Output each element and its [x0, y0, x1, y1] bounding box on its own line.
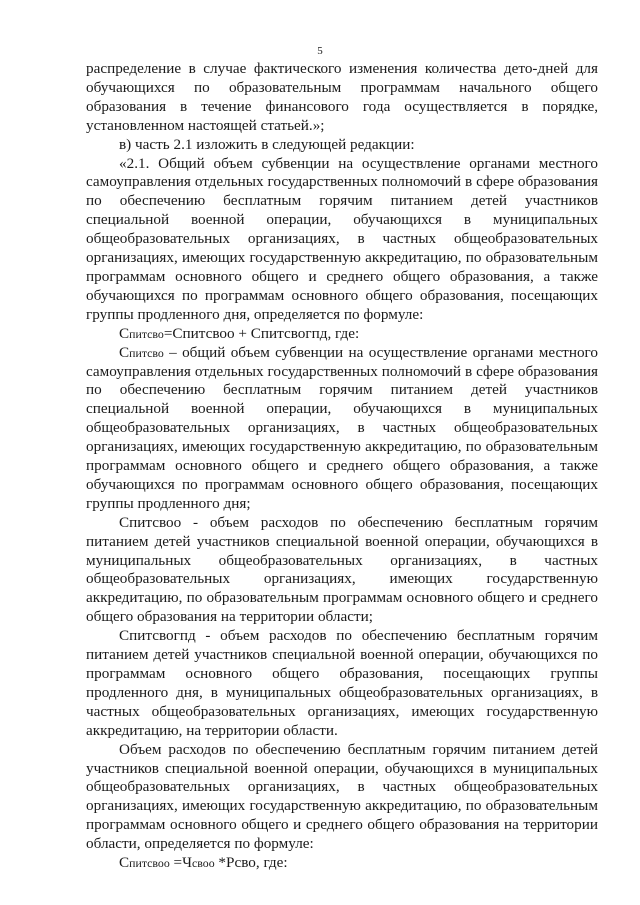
formula2-lhs-subscript: питсвоо — [129, 856, 170, 871]
paragraph-continuation: распределение в случае фактического изменения количества дето-дней для обучающихся по образовательным программам начального общего образования в течение финансового года осуществляется в порядке, установленном настоящей статьей.»; — [86, 60, 598, 134]
formula2-tail: *Рсво, где: — [214, 854, 288, 872]
definition-term: С — [119, 343, 130, 361]
formula-lhs-subscript: питсво — [129, 326, 164, 341]
definition-basic-secondary: Спитсвоо - объем расходов по обеспечению бесплатным горячим питанием детей участников специальной военной операции, обучающихся в муниципальных общеобразовательных организациях, в частных общеобразовательных организациях, имеющих государственную аккредитацию, по образовательным программам основного общего и среднего общего образования на территории области; — [86, 513, 598, 626]
paragraph-part-2-1: «2.1. Общий объем субвенции на осуществление органами местного самоуправления отдельных государственных полномочий в сфере образования по обеспечению бесплатным горячим питанием детей участников специальной военной операции, обучающихся в муниципальных общеобразовательных организациях, в частных общеобразовательных организациях, имеющих государственную аккредитацию, по образовательным программам основного общего и среднего общего образования, а также обучающихся по программам основного общего образования, посещающих группы продленного дня, определяется по формуле: — [86, 154, 598, 323]
formula-rhs: =Спитсвоо + Спитсвогпд, где: — [163, 324, 360, 342]
definition-extended-day: Спитсвогпд - объем расходов по обеспечению бесплатным горячим питанием детей участников специальной военной операции, обучающихся по программам основного общего образования, посещающих группы продленного дня, в муниципальных общеобразовательных организациях, в частных общеобразовательных организациях, имеющих государственную аккредитацию, на территории области. — [86, 627, 598, 739]
formula2-count-subscript: своо — [192, 856, 215, 871]
paragraph-amendment-c: в) часть 2.1 изложить в следующей редакции: — [119, 135, 415, 153]
formula-total-subvention — [86, 325, 598, 344]
formula2-lhs: С — [119, 854, 130, 872]
formula2-count: Ч — [182, 854, 192, 872]
definition-total-subvention — [86, 344, 598, 514]
formula-expense-volume — [86, 854, 598, 873]
definition-text: – общий объем субвенции на осуществление органами местного самоуправления отдельных государственных полномочий в сфере образования по обеспечению бесплатным горячим питанием детей участников специальной военной операции, обучающихся в муниципальных общеобразовательных организациях, в частных общеобразовательных организациях, имеющих государственную аккредитацию, по образовательным программам основного общего и среднего общего образования, а также обучающихся по программам основного общего образования, посещающих группы продленного дня; — [86, 343, 598, 512]
definition-term-subscript: питсво — [129, 345, 164, 360]
formula2-equals: = — [169, 854, 183, 872]
paragraph-expense-volume: Объем расходов по обеспечению бесплатным горячим питанием детей участников специальной военной операции, обучающихся в муниципальных общеобразовательных организациях, в частных общеобразовательных организациях, имеющих государственную аккредитацию, по образовательным программам основного общего и среднего общего образования на территории области, определяется по формуле: — [86, 740, 598, 853]
page-number: 5 — [317, 45, 323, 57]
formula-lhs: С — [119, 324, 130, 342]
document-body — [86, 60, 598, 873]
